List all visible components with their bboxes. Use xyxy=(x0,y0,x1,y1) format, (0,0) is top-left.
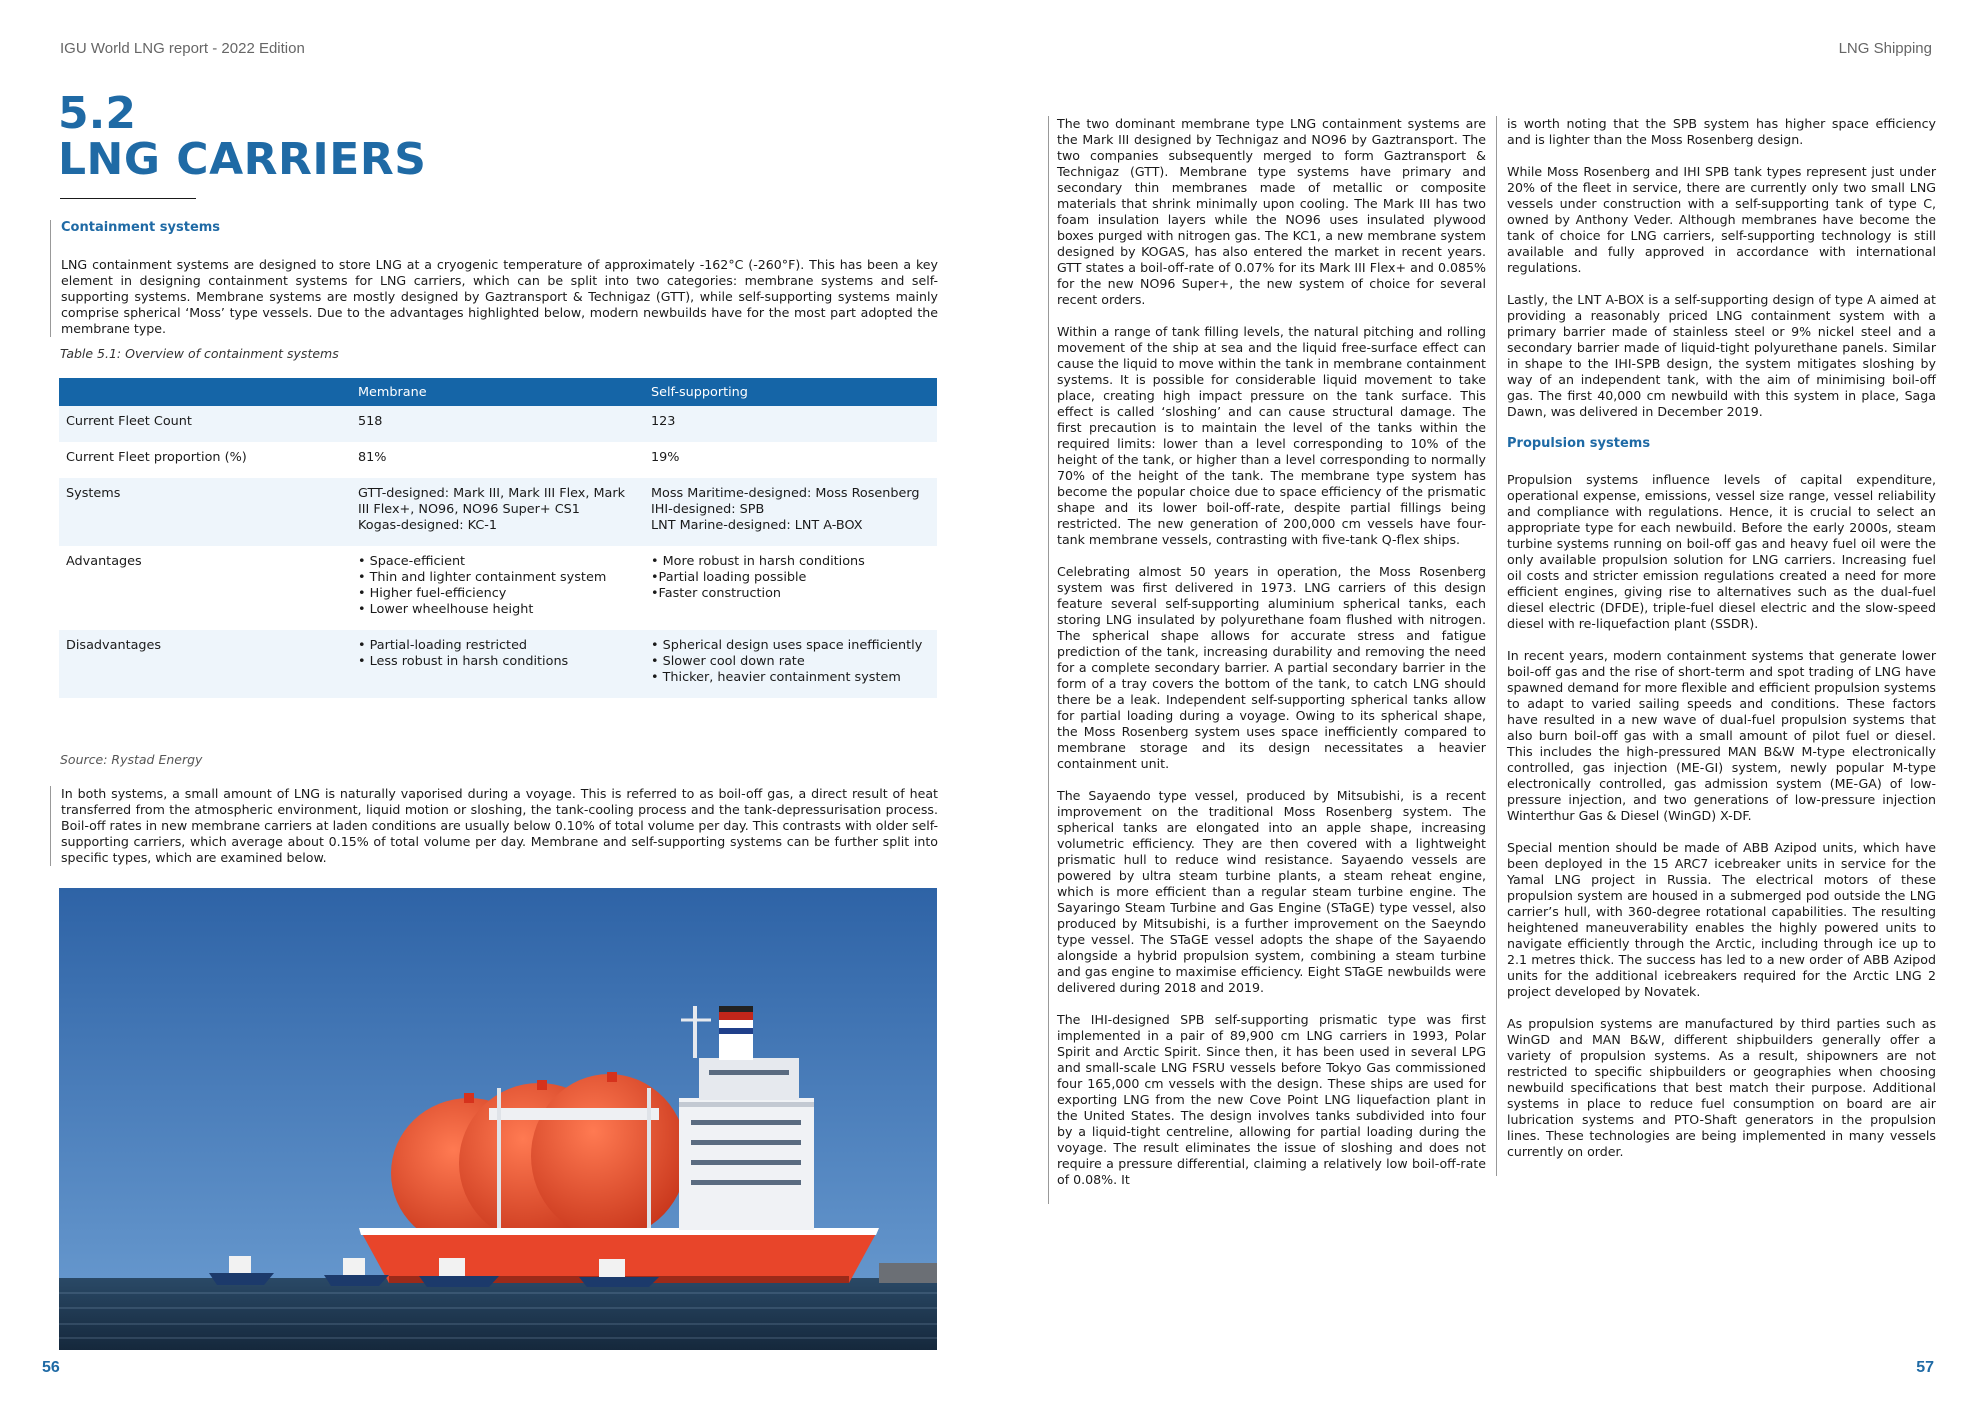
table-header-row xyxy=(59,378,937,406)
membrane-cell xyxy=(351,478,644,546)
running-header-left: IGU World LNG report - 2022 Edition xyxy=(60,40,305,57)
cell-line: IHI-designed: SPB xyxy=(651,502,765,517)
cell-line: Moss Maritime-designed: Moss Rosenberg xyxy=(651,486,920,501)
row-label: Disadvantages xyxy=(59,630,351,698)
self-supporting-cell xyxy=(644,546,937,630)
cell-line: • Thin and lighter containment system xyxy=(358,570,607,585)
cell-line: 518 xyxy=(358,414,383,429)
table-caption: Table 5.1: Overview of containment systems xyxy=(60,346,339,361)
page-number-right: 57 xyxy=(1916,1359,1934,1376)
propulsion-subhead: Propulsion systems xyxy=(1507,436,1651,451)
table-row xyxy=(59,546,937,630)
boil-off-paragraph: In both systems, a small amount of LNG is naturally vaporised during a voyage. This is referred to as boil-off gas, a direct result of heat transferred from the atmospheric environment, liquid motion or sloshing, the tank-cooling process and the tank-depressurisation process. Boil-off rates in new membrane carriers at laden conditions are usually below 0.10% of total volume per day. This contrasts with older self-supporting carriers, which average about 0.15% of total volume per day. Membrane and self-supporting systems can be further split into specific types, which are examined below. xyxy=(61,786,938,865)
right-column-b xyxy=(1496,116,1936,1176)
section-title: LNG CARRIERS xyxy=(58,134,427,185)
cell-line: GTT-designed: Mark III, Mark III Flex, Mark III Flex+, NO96, NO96 Super+ CS1 xyxy=(358,486,626,517)
table-row xyxy=(59,406,937,442)
cell-line: • Lower wheelhouse height xyxy=(358,602,534,617)
body-paragraph: The IHI-designed SPB self-supporting prismatic type was first implemented in a pair of 89,900 cm LNG carriers in 1993, Polar Spirit and Arctic Spirit. Since then, it has been used in several LPG and small-scale LNG FSRU vessels before Tokyo Gas commissioned four 165,000 cm vessels with the design. These ships are used for exporting LNG from the new Cove Point LNG liquefaction plant in the United States. The design involves tanks subdivided into four by a liquid-tight centreline, allowing for partial loading during the voyage. The result eliminates the issue of sloshing and does not require a pressure differential, claiming a relatively low boil-off-rate of 0.08%. It xyxy=(1057,1012,1486,1187)
cell-line: 81% xyxy=(358,450,387,465)
row-label: Advantages xyxy=(66,554,142,569)
body-paragraph: is worth noting that the SPB system has higher space efficiency and is lighter than the Moss Rosenberg design. xyxy=(1507,116,1936,147)
cell-line: •Faster construction xyxy=(651,586,782,601)
cell-line: • Higher fuel-efficiency xyxy=(358,586,507,601)
body-paragraph: Within a range of tank filling levels, the natural pitching and rolling movement of the ship at sea and the liquid free-surface effect can cause the liquid to move within the tank in membrane containment systems. It is possible for considerable liquid movement to take place, creating high impact pressure on the tank surface. This effect is called ‘sloshing’ and can cause structural damage. The first precaution is to maintain the level of the tanks within the required limits: lower than a level corresponding to 10% of the height of the tank, or higher than a level corresponding to normally 70% of the height of the tank. The membrane type system has become the popular choice due to space efficiency of the prismatic shape and its lower boil-off-rate, despite partial fillings being restricted. The new generation of 200,000 cm vessels have four-tank membrane vessels, contrasting with five-tank Q-flex ships. xyxy=(1057,324,1486,547)
section-number: 5.2 xyxy=(58,88,136,139)
table-header-cell: Membrane xyxy=(351,378,644,406)
title-rule xyxy=(60,198,196,199)
self-supporting-cell xyxy=(644,442,937,478)
running-header-right: LNG Shipping xyxy=(1838,40,1932,57)
body-paragraph: In recent years, modern containment systems that generate lower boil-off gas and the rise of short-term and spot trading of LNG have spawned demand for more flexible and efficient propulsion systems to adapt to varied sailing speeds and conditions. These factors have resulted in a new wave of dual-fuel propulsion systems that also burn boil-off gas with a small amount of pilot fuel or diesel. This includes the high-pressured MAN B&W M-type electronically controlled, gas injection (ME-GI) system, newly popular M-type electronically controlled, gas admission system (ME-GA) of low- pressure injection, and two generations of low-pressure injection Winterthur Gas & Diesel (WinGD) X-DF. xyxy=(1507,648,1936,823)
cell-line: Kogas-designed: KC-1 xyxy=(358,518,498,533)
body-paragraph: The Sayaendo type vessel, produced by Mitsubishi, is a recent improvement on the traditional Moss Rosenberg system. The spherical tanks are elongated into an apple shape, increasing volumetric efficiency. They are then covered with a lightweight prismatic hull to reduce wind resistance. Sayaendo vessels are powered by ultra steam turbine plants, a steam reheat engine, which is more efficient than a regular steam turbine engine. The Sayaringo Steam Turbine and Gas Engine (STaGE) type vessel, also produced by Mitsubishi, is a further improvement on the Saeyndo type vessel. The STaGE vessel adopts the shape of the Sayaendo alongside a hybrid propulsion system, combining a steam turbine and gas engine to maximise efficiency. Eight STaGE newbuilds were delivered during 2018 and 2019. xyxy=(1057,788,1486,995)
cell-line: • Slower cool down rate xyxy=(651,654,805,669)
cell-line: • Less robust in harsh conditions xyxy=(358,654,569,669)
containment-subhead: Containment systems xyxy=(61,220,221,235)
containment-table xyxy=(59,378,937,698)
table-row xyxy=(59,478,937,546)
body-paragraph: Propulsion systems influence levels of capital expenditure, operational expense, emissions, vessel size range, vessel reliability and compliance with regulations. Hence, it is crucial to select an appropriate type for each newbuild. Before the early 2000s, steam turbine systems running on boil-off gas and heavy fuel oil were the only available propulsion solution for LNG carriers. Increasing fuel oil costs and stricter emission regulations created a need for more efficient engines, giving rise to alternatives such as the dual-fuel diesel electric (DFDE), triple-fuel diesel electric and the slow-speed diesel with re-liquefaction plant (SSDR). xyxy=(1507,472,1936,631)
self-supporting-cell xyxy=(644,630,937,698)
body-paragraph: As propulsion systems are manufactured by third parties such as WinGD and MAN B&W, different shipbuilders generally offer a variety of propulsion systems. As a result, shipowners are not restricted to specific shipbuilders or geographies when choosing newbuild specifications that best match their purpose. Additional systems in place to reduce fuel consumption on board are air lubrication systems and PTO-Shaft generators in the propulsion lines. These technologies are being implemented in many vessels currently on order. xyxy=(1507,1016,1936,1159)
lng-carrier-photo xyxy=(59,888,937,1350)
body-paragraph: The two dominant membrane type LNG containment systems are the Mark III designed by Technigaz and NO96 by Gaztransport. The two companies subsequently merged to form Gaztransport & Technigaz (GTT). Membrane type systems have primary and secondary thin membranes made of metallic or composite materials that shrink minimally upon cooling. The Mark III has two foam insulation layers while the NO96 uses insulated plywood boxes purged with nitrogen gas. The KC1, a new membrane system designed by KOGAS, has also entered the market in recent years. GTT states a boil-off-rate of 0.07% for its Mark III Flex+ and 0.085% for the new NO96 Super+, the new system of choice for several recent orders. xyxy=(1057,116,1486,307)
cell-line: • More robust in harsh conditions xyxy=(651,554,865,569)
cell-line: 19% xyxy=(651,450,680,465)
membrane-cell xyxy=(351,442,644,478)
body-paragraph: While Moss Rosenberg and IHI SPB tank types represent just under 20% of the fleet in service, there are currently only two small LNG vessels under construction with a self-supporting tank of type C, owned by Anthony Veder. Although membranes have become the tank of choice for LNG carriers, self-supporting technology is still available and fully approved in accordance with international regulations. xyxy=(1507,164,1936,275)
table-header-cell: Self-supporting xyxy=(644,378,937,406)
row-label: Current Fleet Count xyxy=(59,406,351,442)
table-row xyxy=(59,442,937,478)
cell-line: LNT Marine-designed: LNT A-BOX xyxy=(651,518,863,533)
cell-line: • Thicker, heavier containment system xyxy=(651,670,901,685)
intro-paragraph: LNG containment systems are designed to store LNG at a cryogenic temperature of approximately -162°C (-260°F). This has been a key element in designing containment systems for LNG carriers, which can be split into two categories: membrane systems and self-supporting systems. Membrane systems are mostly designed by Gaztransport & Technigaz (GTT), while self-supporting systems mainly comprise spherical ‘Moss’ type vessels. Due to the advantages highlighted below, modern newbuilds have for the most part adopted the membrane type. xyxy=(61,257,938,336)
boil-off-block xyxy=(50,786,938,866)
table-row xyxy=(59,630,937,698)
cell-line: • Spherical design uses space inefficiently xyxy=(651,638,923,653)
self-supporting-cell xyxy=(644,478,937,546)
body-paragraph: Lastly, the LNT A-BOX is a self-supporting design of type A aimed at providing a reasonably priced LNG containment system with a primary barrier made of stainless steel or 9% nickel steel and a secondary barrier made of liquid-tight polyurethane panels. Similar in shape to the IHI-SPB design, the system mitigates sloshing by way of an independent tank, with the aim of minimising boil-off gas. The first 40,000 cm newbuild with this system in place, Saga Dawn, was delivered in December 2019. xyxy=(1507,292,1936,419)
table-source: Source: Rystad Energy xyxy=(60,752,203,767)
intro-block xyxy=(50,220,938,337)
membrane-cell xyxy=(351,406,644,442)
cell-line: • Space-efficient xyxy=(358,554,466,569)
row-label: Current Fleet proportion (%) xyxy=(66,450,247,465)
body-paragraph: Celebrating almost 50 years in operation, the Moss Rosenberg system was first delivered in 1973. LNG carriers of this design feature several self-supporting aluminium spherical tanks, each storing LNG insulated by polyurethane foam flushed with nitrogen. The spherical shape allows for accurate stress and fatigue prediction of the tank, increasing durability and removing the need for a complete secondary barrier. A partial secondary barrier in the form of a tray covers the bottom of the tank, to catch LNG should there be a leak. Independent self-supporting spherical tanks allow for partial loading during a voyage. Owing to its spherical shape, the Moss Rosenberg system uses space inefficiently compared to membrane storage and its design necessitates a heavier containment unit. xyxy=(1057,564,1486,771)
page-number-left: 56 xyxy=(42,1359,60,1376)
cell-line: • Partial-loading restricted xyxy=(358,638,528,653)
right-column-a xyxy=(1048,116,1486,1204)
cell-line: •Partial loading possible xyxy=(651,570,807,585)
cell-line: 123 xyxy=(651,414,676,429)
row-label: Systems xyxy=(59,478,351,546)
self-supporting-cell xyxy=(644,406,937,442)
membrane-cell xyxy=(351,546,644,630)
body-paragraph: Special mention should be made of ABB Azipod units, which have been deployed in the 15 ARC7 icebreaker units in service for the Yamal LNG project in Russia. The electrical motors of these propulsion system are housed in a submerged pod outside the LNG carrier’s hull, with 360-degree rotational capabilities. The resulting heightened maneuverability enables the highly powered units to navigate efficiently through the Arctic, including through ice up to 2.1 metres thick. The success has led to a new order of ABB Azipod units for the additional icebreakers required for the Arctic LNG 2 project developed by Novatek. xyxy=(1507,840,1936,999)
membrane-cell xyxy=(351,630,644,698)
lng-carrier-illustration xyxy=(59,888,937,1350)
table-header-cell xyxy=(59,378,351,406)
